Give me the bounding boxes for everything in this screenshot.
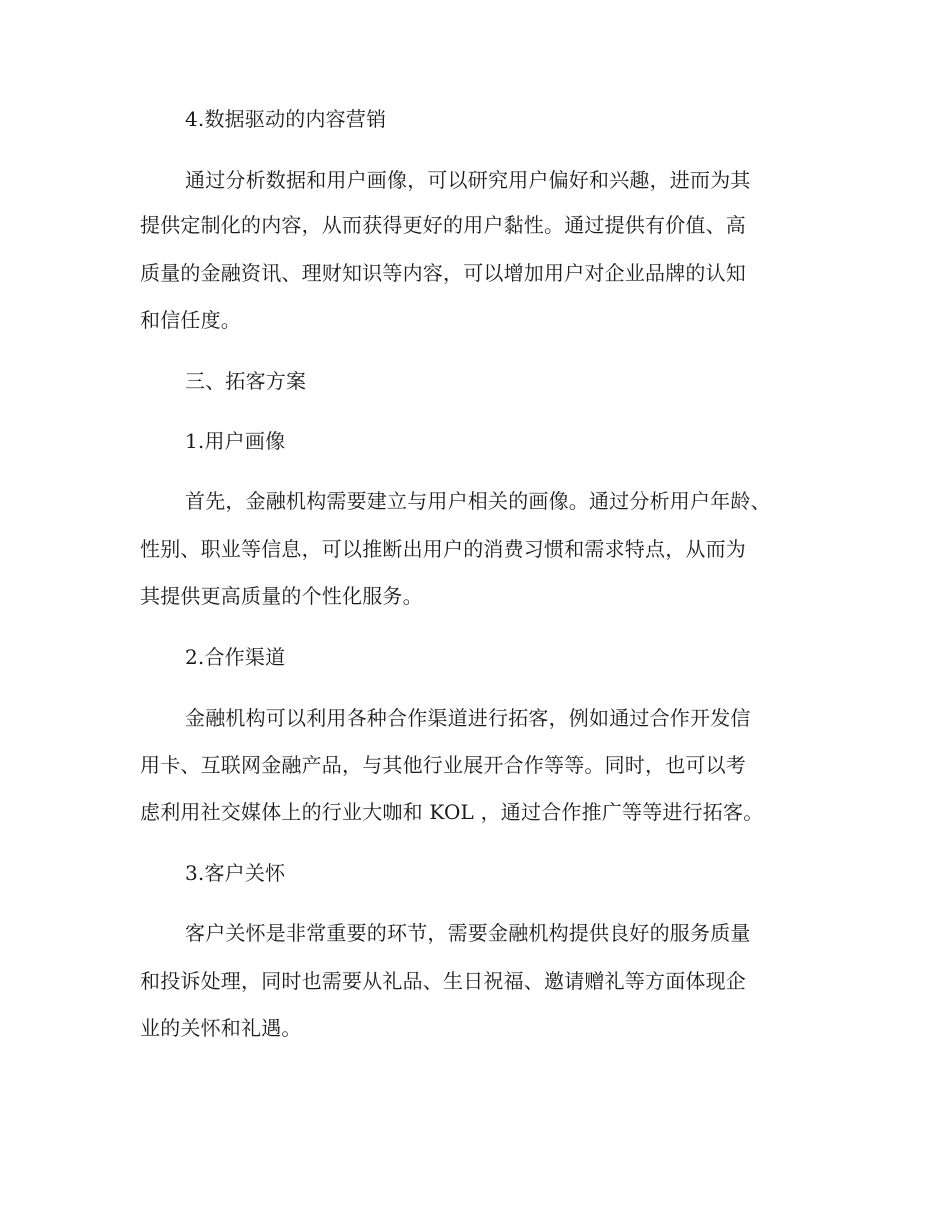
- paragraph-line: 和信任度。: [140, 308, 241, 332]
- subsection-heading: 3.客户关怀: [185, 861, 286, 885]
- subsection-heading: 1.用户画像: [185, 429, 286, 453]
- section-heading: 4.数据驱动的内容营销: [185, 107, 387, 131]
- part-heading: 三、拓客方案: [185, 369, 307, 393]
- paragraph-line: 金融机构可以利用各种合作渠道进行拓客，例如通过合作开发信: [185, 706, 751, 730]
- paragraph-line: 和投诉处理，同时也需要从礼品、生日祝福、邀请赠礼等方面体现企: [140, 969, 746, 993]
- paragraph-line: 性别、职业等信息，可以推断出用户的消费习惯和需求特点，从而为: [140, 537, 746, 561]
- paragraph-line: 提供定制化的内容，从而获得更好的用户黏性。通过提供有价值、高: [140, 213, 746, 237]
- paragraph-line: 虑利用社交媒体上的行业大咖和 KOL ，通过合作推广等等进行拓客。: [140, 800, 764, 824]
- paragraph-line: 其提供更高质量的个性化服务。: [140, 584, 423, 608]
- paragraph-line: 用卡、互联网金融产品，与其他行业展开合作等等。同时，也可以考: [140, 753, 746, 777]
- subsection-heading: 2.合作渠道: [185, 645, 286, 669]
- paragraph-line: 质量的金融资讯、理财知识等内容，可以增加用户对企业品牌的认知: [140, 261, 746, 285]
- paragraph-line: 客户关怀是非常重要的环节，需要金融机构提供良好的服务质量: [185, 921, 751, 945]
- paragraph-line: 通过分析数据和用户画像，可以研究用户偏好和兴趣，进而为其: [185, 168, 751, 192]
- paragraph-line: 首先，金融机构需要建立与用户相关的画像。通过分析用户年龄、: [185, 489, 771, 513]
- paragraph-line: 业的关怀和礼遇。: [140, 1016, 302, 1040]
